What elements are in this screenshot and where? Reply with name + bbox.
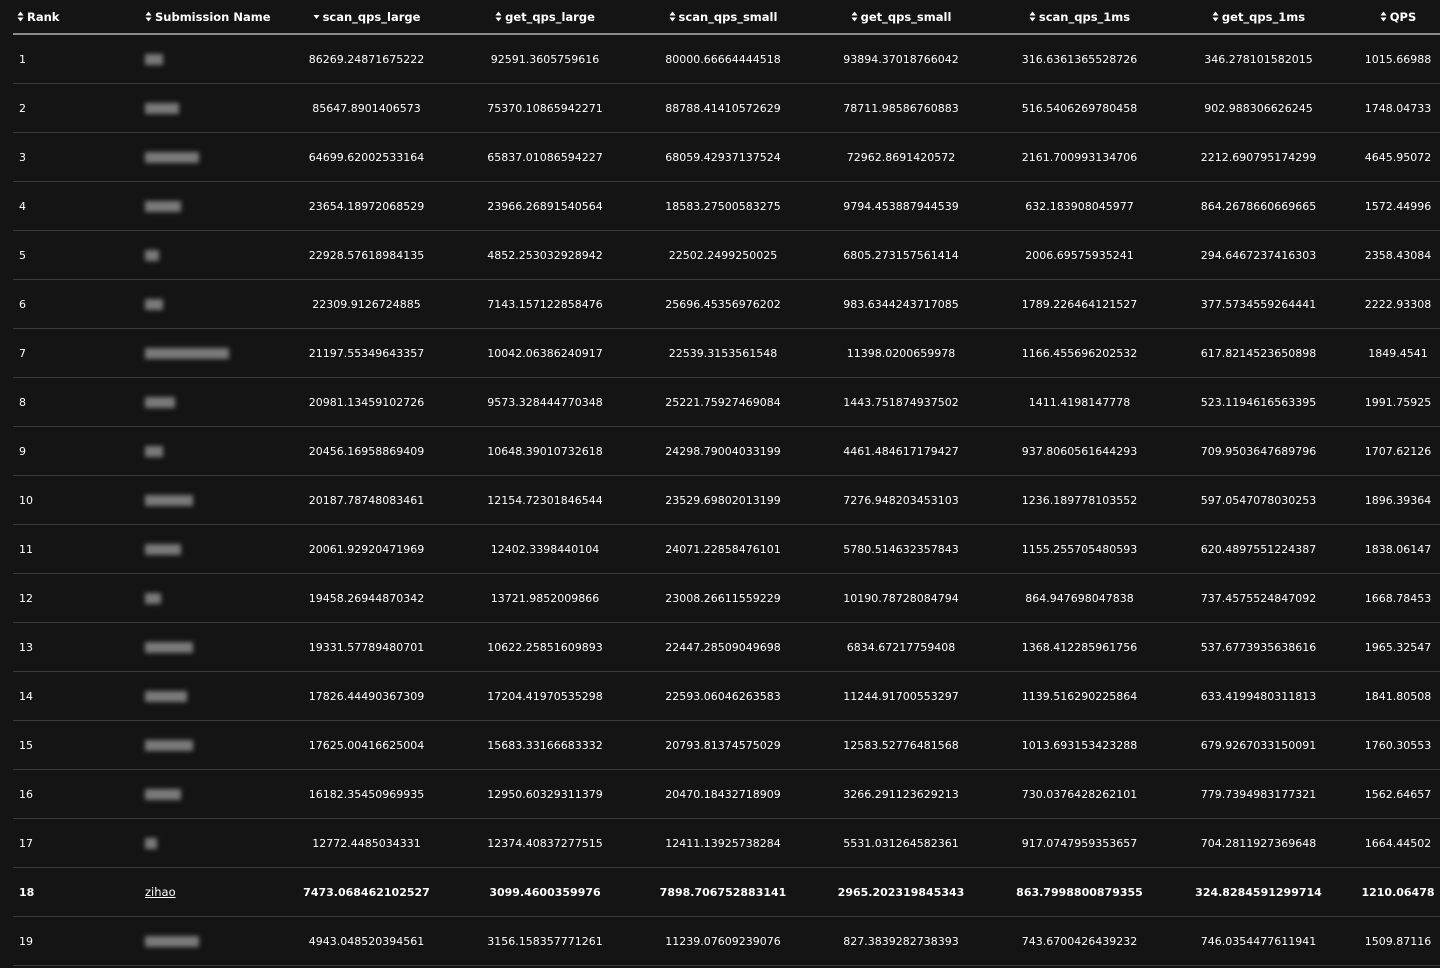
metric-cell-get-qps-1ms: 324.8284591299714 — [1161, 868, 1356, 917]
metric-cell-scan-qps-1ms: 1236.189778103552 — [998, 476, 1161, 525]
table-row — [13, 84, 1440, 133]
table-row — [13, 672, 1440, 721]
metric-cell-get-qps-small: 983.6344243717085 — [804, 280, 998, 329]
metric-cell-scan-qps-1ms: 864.947698047838 — [998, 574, 1161, 623]
metric-cell-scan-qps-large: 16182.35450969935 — [285, 770, 448, 819]
metric-cell-get-qps-large: 12154.72301846544 — [448, 476, 642, 525]
redacted-name — [145, 299, 163, 310]
redacted-name — [145, 348, 229, 359]
sort-both-icon — [495, 11, 502, 22]
metric-cell-scan-qps-small: 25696.45356976202 — [642, 280, 804, 329]
redacted-name — [145, 201, 181, 212]
metric-cell-get-qps-1ms: 864.2678660669665 — [1161, 182, 1356, 231]
metric-cell-get-qps-large: 3156.158357771261 — [448, 917, 642, 966]
metric-cell-get-qps-small: 9794.453887944539 — [804, 182, 998, 231]
metric-cell-get-qps-large: 12374.40837277515 — [448, 819, 642, 868]
metric-cell-scan-qps-small: 22447.28509049698 — [642, 623, 804, 672]
metric-cell-qps: 4645.95072 — [1356, 133, 1440, 182]
redacted-name — [145, 936, 199, 947]
column-header-get-qps-1ms[interactable] — [1161, 0, 1356, 34]
metric-cell-scan-qps-small: 12411.13925738284 — [642, 819, 804, 868]
redacted-name — [145, 152, 199, 163]
redacted-name — [145, 397, 175, 408]
metric-cell-scan-qps-large: 85647.8901406573 — [285, 84, 448, 133]
metric-cell-get-qps-small: 5531.031264582361 — [804, 819, 998, 868]
sort-both-icon — [1380, 11, 1387, 22]
rank-cell: 5 — [13, 231, 73, 280]
metric-cell-get-qps-large: 10648.39010732618 — [448, 427, 642, 476]
table-row — [13, 427, 1440, 476]
column-header-label: QPS — [1389, 9, 1417, 24]
submission-name-cell — [73, 672, 285, 721]
metric-cell-scan-qps-1ms: 1139.516290225864 — [998, 672, 1161, 721]
metric-cell-get-qps-large: 75370.10865942271 — [448, 84, 642, 133]
metric-cell-get-qps-small: 7276.948203453103 — [804, 476, 998, 525]
metric-cell-get-qps-1ms: 902.988306626245 — [1161, 84, 1356, 133]
metric-cell-get-qps-1ms: 620.4897551224387 — [1161, 525, 1356, 574]
metric-cell-qps: 1572.44996 — [1356, 182, 1440, 231]
redacted-name — [145, 250, 159, 261]
column-header-name[interactable] — [73, 0, 285, 34]
metric-cell-scan-qps-small: 22539.3153561548 — [642, 329, 804, 378]
metric-cell-get-qps-1ms: 679.9267033150091 — [1161, 721, 1356, 770]
metric-cell-get-qps-small: 6834.67217759408 — [804, 623, 998, 672]
metric-cell-qps: 1748.04733 — [1356, 84, 1440, 133]
submission-name-cell — [73, 34, 285, 84]
submission-name-cell — [73, 868, 285, 917]
submission-name-cell — [73, 574, 285, 623]
metric-cell-qps: 1849.4541 — [1356, 329, 1440, 378]
metric-cell-get-qps-large: 92591.3605759616 — [448, 34, 642, 84]
table-row — [13, 378, 1440, 427]
metric-cell-scan-qps-1ms: 316.6361365528726 — [998, 34, 1161, 84]
table-row — [13, 623, 1440, 672]
leaderboard-table — [13, 0, 1440, 966]
rank-cell: 12 — [13, 574, 73, 623]
metric-cell-scan-qps-1ms: 743.6700426439232 — [998, 917, 1161, 966]
rank-cell: 11 — [13, 525, 73, 574]
table-row — [13, 476, 1440, 525]
metric-cell-scan-qps-small: 20470.18432718909 — [642, 770, 804, 819]
table-row — [13, 770, 1440, 819]
metric-cell-get-qps-small: 11244.91700553297 — [804, 672, 998, 721]
metric-cell-get-qps-large: 7143.157122858476 — [448, 280, 642, 329]
table-row — [13, 525, 1440, 574]
metric-cell-scan-qps-1ms: 1789.226464121527 — [998, 280, 1161, 329]
metric-cell-get-qps-small: 72962.8691420572 — [804, 133, 998, 182]
metric-cell-get-qps-small: 3266.291123629213 — [804, 770, 998, 819]
column-header-label: get_qps_small — [860, 9, 952, 24]
rank-cell: 2 — [13, 84, 73, 133]
submission-name-cell — [73, 378, 285, 427]
metric-cell-scan-qps-small: 7898.706752883141 — [642, 868, 804, 917]
submission-name-cell — [73, 280, 285, 329]
submission-name-cell — [73, 231, 285, 280]
rank-cell: 14 — [13, 672, 73, 721]
submission-name-cell — [73, 819, 285, 868]
metric-cell-get-qps-large: 10042.06386240917 — [448, 329, 642, 378]
metric-cell-get-qps-large: 15683.33166683332 — [448, 721, 642, 770]
rank-cell: 18 — [13, 868, 73, 917]
metric-cell-get-qps-small: 5780.514632357843 — [804, 525, 998, 574]
column-header-scan-qps-large[interactable] — [285, 0, 448, 34]
rank-cell: 10 — [13, 476, 73, 525]
metric-cell-get-qps-small: 12583.52776481568 — [804, 721, 998, 770]
redacted-name — [145, 691, 187, 702]
metric-cell-scan-qps-large: 20187.78748083461 — [285, 476, 448, 525]
metric-cell-qps: 1760.30553 — [1356, 721, 1440, 770]
metric-cell-qps: 2358.43084 — [1356, 231, 1440, 280]
metric-cell-qps: 1991.75925 — [1356, 378, 1440, 427]
redacted-name — [145, 642, 193, 653]
metric-cell-qps: 1509.87116 — [1356, 917, 1440, 966]
table-row — [13, 917, 1440, 966]
metric-cell-get-qps-1ms: 737.4575524847092 — [1161, 574, 1356, 623]
redacted-name — [145, 544, 181, 555]
metric-cell-scan-qps-1ms: 2161.700993134706 — [998, 133, 1161, 182]
sort-desc-icon — [313, 11, 320, 22]
column-header-label: scan_qps_small — [678, 9, 778, 24]
submission-name-cell — [73, 623, 285, 672]
metric-cell-scan-qps-1ms: 937.8060561644293 — [998, 427, 1161, 476]
rank-cell: 19 — [13, 917, 73, 966]
metric-cell-get-qps-large: 65837.01086594227 — [448, 133, 642, 182]
metric-cell-scan-qps-large: 19331.57789480701 — [285, 623, 448, 672]
column-header-scan-qps-1ms[interactable] — [998, 0, 1161, 34]
column-header-label: scan_qps_large — [322, 9, 421, 24]
metric-cell-scan-qps-small: 22502.2499250025 — [642, 231, 804, 280]
metric-cell-scan-qps-small: 25221.75927469084 — [642, 378, 804, 427]
metric-cell-scan-qps-1ms: 730.0376428262101 — [998, 770, 1161, 819]
metric-cell-scan-qps-1ms: 2006.69575935241 — [998, 231, 1161, 280]
metric-cell-scan-qps-1ms: 516.5406269780458 — [998, 84, 1161, 133]
column-header-scan-qps-small[interactable] — [642, 0, 804, 34]
metric-cell-get-qps-small: 11398.0200659978 — [804, 329, 998, 378]
metric-cell-get-qps-1ms: 633.4199480311813 — [1161, 672, 1356, 721]
metric-cell-get-qps-1ms: 377.5734559264441 — [1161, 280, 1356, 329]
metric-cell-scan-qps-small: 24071.22858476101 — [642, 525, 804, 574]
redacted-name — [145, 740, 193, 751]
metric-cell-get-qps-large: 12950.60329311379 — [448, 770, 642, 819]
metric-cell-scan-qps-small: 18583.27500583275 — [642, 182, 804, 231]
metric-cell-qps: 1707.62126 — [1356, 427, 1440, 476]
submission-name-cell — [73, 770, 285, 819]
rank-cell: 13 — [13, 623, 73, 672]
metric-cell-scan-qps-large: 21197.55349643357 — [285, 329, 448, 378]
metric-cell-get-qps-1ms: 709.9503647689796 — [1161, 427, 1356, 476]
metric-cell-get-qps-large: 10622.25851609893 — [448, 623, 642, 672]
rank-cell: 17 — [13, 819, 73, 868]
metric-cell-qps: 1896.39364 — [1356, 476, 1440, 525]
metric-cell-get-qps-1ms: 2212.690795174299 — [1161, 133, 1356, 182]
column-header-get-qps-large[interactable] — [448, 0, 642, 34]
submission-name-cell — [73, 525, 285, 574]
sort-both-icon — [1212, 11, 1219, 22]
column-header-label: get_qps_large — [505, 9, 595, 24]
metric-cell-scan-qps-large: 4943.048520394561 — [285, 917, 448, 966]
column-header-label: Rank — [27, 9, 60, 24]
metric-cell-qps: 1664.44502 — [1356, 819, 1440, 868]
rank-cell: 1 — [13, 34, 73, 84]
metric-cell-scan-qps-large: 19458.26944870342 — [285, 574, 448, 623]
metric-cell-scan-qps-small: 22593.06046263583 — [642, 672, 804, 721]
metric-cell-get-qps-small: 827.3839282738393 — [804, 917, 998, 966]
metric-cell-scan-qps-1ms: 632.183908045977 — [998, 182, 1161, 231]
table-body — [13, 34, 1440, 966]
metric-cell-scan-qps-large: 17826.44490367309 — [285, 672, 448, 721]
metric-cell-get-qps-small: 6805.273157561414 — [804, 231, 998, 280]
metric-cell-get-qps-large: 4852.253032928942 — [448, 231, 642, 280]
redacted-name — [145, 54, 163, 65]
metric-cell-get-qps-1ms: 779.7394983177321 — [1161, 770, 1356, 819]
submission-name-cell — [73, 133, 285, 182]
metric-cell-scan-qps-small: 11239.07609239076 — [642, 917, 804, 966]
metric-cell-scan-qps-small: 80000.66664444518 — [642, 34, 804, 84]
table-row — [13, 819, 1440, 868]
metric-cell-scan-qps-1ms: 1155.255705480593 — [998, 525, 1161, 574]
table-row — [13, 329, 1440, 378]
sort-both-icon — [669, 11, 676, 22]
column-header-label: get_qps_1ms — [1221, 9, 1306, 24]
table-row — [13, 34, 1440, 84]
table-row — [13, 868, 1440, 917]
submission-name-cell — [73, 476, 285, 525]
metric-cell-qps: 1668.78453 — [1356, 574, 1440, 623]
rank-cell: 3 — [13, 133, 73, 182]
metric-cell-qps: 2222.93308 — [1356, 280, 1440, 329]
metric-cell-get-qps-small: 10190.78728084794 — [804, 574, 998, 623]
metric-cell-get-qps-large: 17204.41970535298 — [448, 672, 642, 721]
table-row — [13, 133, 1440, 182]
metric-cell-scan-qps-large: 20061.92920471969 — [285, 525, 448, 574]
metric-cell-get-qps-small: 2965.202319845343 — [804, 868, 998, 917]
metric-cell-get-qps-large: 3099.4600359976 — [448, 868, 642, 917]
redacted-name — [145, 495, 193, 506]
metric-cell-qps: 1210.06478 — [1356, 868, 1440, 917]
metric-cell-scan-qps-large: 17625.00416625004 — [285, 721, 448, 770]
metric-cell-qps: 1015.66988 — [1356, 34, 1440, 84]
redacted-name — [145, 593, 161, 604]
header-row — [13, 0, 1440, 34]
submission-name-cell — [73, 329, 285, 378]
redacted-name — [145, 446, 163, 457]
rank-cell: 16 — [13, 770, 73, 819]
metric-cell-scan-qps-small: 68059.42937137524 — [642, 133, 804, 182]
metric-cell-get-qps-1ms: 746.0354477611941 — [1161, 917, 1356, 966]
table-header — [13, 0, 1440, 34]
sort-both-icon — [17, 11, 24, 22]
metric-cell-get-qps-large: 23966.26891540564 — [448, 182, 642, 231]
rank-cell: 6 — [13, 280, 73, 329]
metric-cell-scan-qps-1ms: 1368.412285961756 — [998, 623, 1161, 672]
metric-cell-scan-qps-1ms: 1411.4198147778 — [998, 378, 1161, 427]
metric-cell-qps: 1562.64657 — [1356, 770, 1440, 819]
metric-cell-qps: 1965.32547 — [1356, 623, 1440, 672]
metric-cell-scan-qps-1ms: 863.7998800879355 — [998, 868, 1161, 917]
rank-cell: 8 — [13, 378, 73, 427]
metric-cell-scan-qps-large: 22928.57618984135 — [285, 231, 448, 280]
table-row — [13, 280, 1440, 329]
column-header-label: Submission Name — [155, 9, 271, 24]
metric-cell-qps: 1841.80508 — [1356, 672, 1440, 721]
metric-cell-get-qps-large: 12402.3398440104 — [448, 525, 642, 574]
metric-cell-scan-qps-large: 7473.068462102527 — [285, 868, 448, 917]
table-row — [13, 231, 1440, 280]
metric-cell-scan-qps-large: 22309.9126724885 — [285, 280, 448, 329]
metric-cell-get-qps-small: 4461.484617179427 — [804, 427, 998, 476]
metric-cell-scan-qps-1ms: 1013.693153423288 — [998, 721, 1161, 770]
metric-cell-scan-qps-large: 64699.62002533164 — [285, 133, 448, 182]
metric-cell-scan-qps-small: 88788.41410572629 — [642, 84, 804, 133]
redacted-name — [145, 789, 181, 800]
metric-cell-get-qps-large: 13721.9852009866 — [448, 574, 642, 623]
column-header-rank[interactable] — [13, 0, 73, 34]
sort-both-icon — [145, 11, 152, 22]
redacted-name — [145, 103, 179, 114]
column-header-get-qps-small[interactable] — [804, 0, 998, 34]
table-row — [13, 574, 1440, 623]
metric-cell-get-qps-1ms: 597.0547078030253 — [1161, 476, 1356, 525]
submission-name-link[interactable]: zihao — [145, 885, 176, 899]
column-header-label: scan_qps_1ms — [1038, 9, 1131, 24]
rank-cell: 9 — [13, 427, 73, 476]
metric-cell-get-qps-1ms: 704.2811927369648 — [1161, 819, 1356, 868]
metric-cell-get-qps-1ms: 523.1194616563395 — [1161, 378, 1356, 427]
sort-both-icon — [1029, 11, 1036, 22]
metric-cell-get-qps-small: 1443.751874937502 — [804, 378, 998, 427]
sort-both-icon — [851, 11, 858, 22]
metric-cell-scan-qps-large: 23654.18972068529 — [285, 182, 448, 231]
column-header-qps[interactable] — [1356, 0, 1440, 34]
metric-cell-get-qps-1ms: 537.6773935638616 — [1161, 623, 1356, 672]
submission-name-cell — [73, 84, 285, 133]
submission-name-cell — [73, 917, 285, 966]
rank-cell: 7 — [13, 329, 73, 378]
table-row — [13, 721, 1440, 770]
table-row — [13, 182, 1440, 231]
metric-cell-scan-qps-large: 86269.24871675222 — [285, 34, 448, 84]
metric-cell-scan-qps-small: 23529.69802013199 — [642, 476, 804, 525]
redacted-name — [145, 838, 157, 849]
metric-cell-scan-qps-large: 12772.4485034331 — [285, 819, 448, 868]
metric-cell-scan-qps-large: 20456.16958869409 — [285, 427, 448, 476]
submission-name-cell — [73, 427, 285, 476]
metric-cell-qps: 1838.06147 — [1356, 525, 1440, 574]
leaderboard-container — [13, 0, 1440, 966]
rank-cell: 15 — [13, 721, 73, 770]
metric-cell-get-qps-1ms: 617.8214523650898 — [1161, 329, 1356, 378]
metric-cell-scan-qps-small: 23008.26611559229 — [642, 574, 804, 623]
submission-name-cell — [73, 721, 285, 770]
metric-cell-get-qps-large: 9573.328444770348 — [448, 378, 642, 427]
metric-cell-scan-qps-1ms: 1166.455696202532 — [998, 329, 1161, 378]
metric-cell-scan-qps-large: 20981.13459102726 — [285, 378, 448, 427]
metric-cell-scan-qps-small: 20793.81374575029 — [642, 721, 804, 770]
metric-cell-get-qps-small: 93894.37018766042 — [804, 34, 998, 84]
metric-cell-scan-qps-small: 24298.79004033199 — [642, 427, 804, 476]
metric-cell-get-qps-1ms: 294.6467237416303 — [1161, 231, 1356, 280]
rank-cell: 4 — [13, 182, 73, 231]
submission-name-cell — [73, 182, 285, 231]
metric-cell-scan-qps-1ms: 917.0747959353657 — [998, 819, 1161, 868]
metric-cell-get-qps-small: 78711.98586760883 — [804, 84, 998, 133]
metric-cell-get-qps-1ms: 346.278101582015 — [1161, 34, 1356, 84]
